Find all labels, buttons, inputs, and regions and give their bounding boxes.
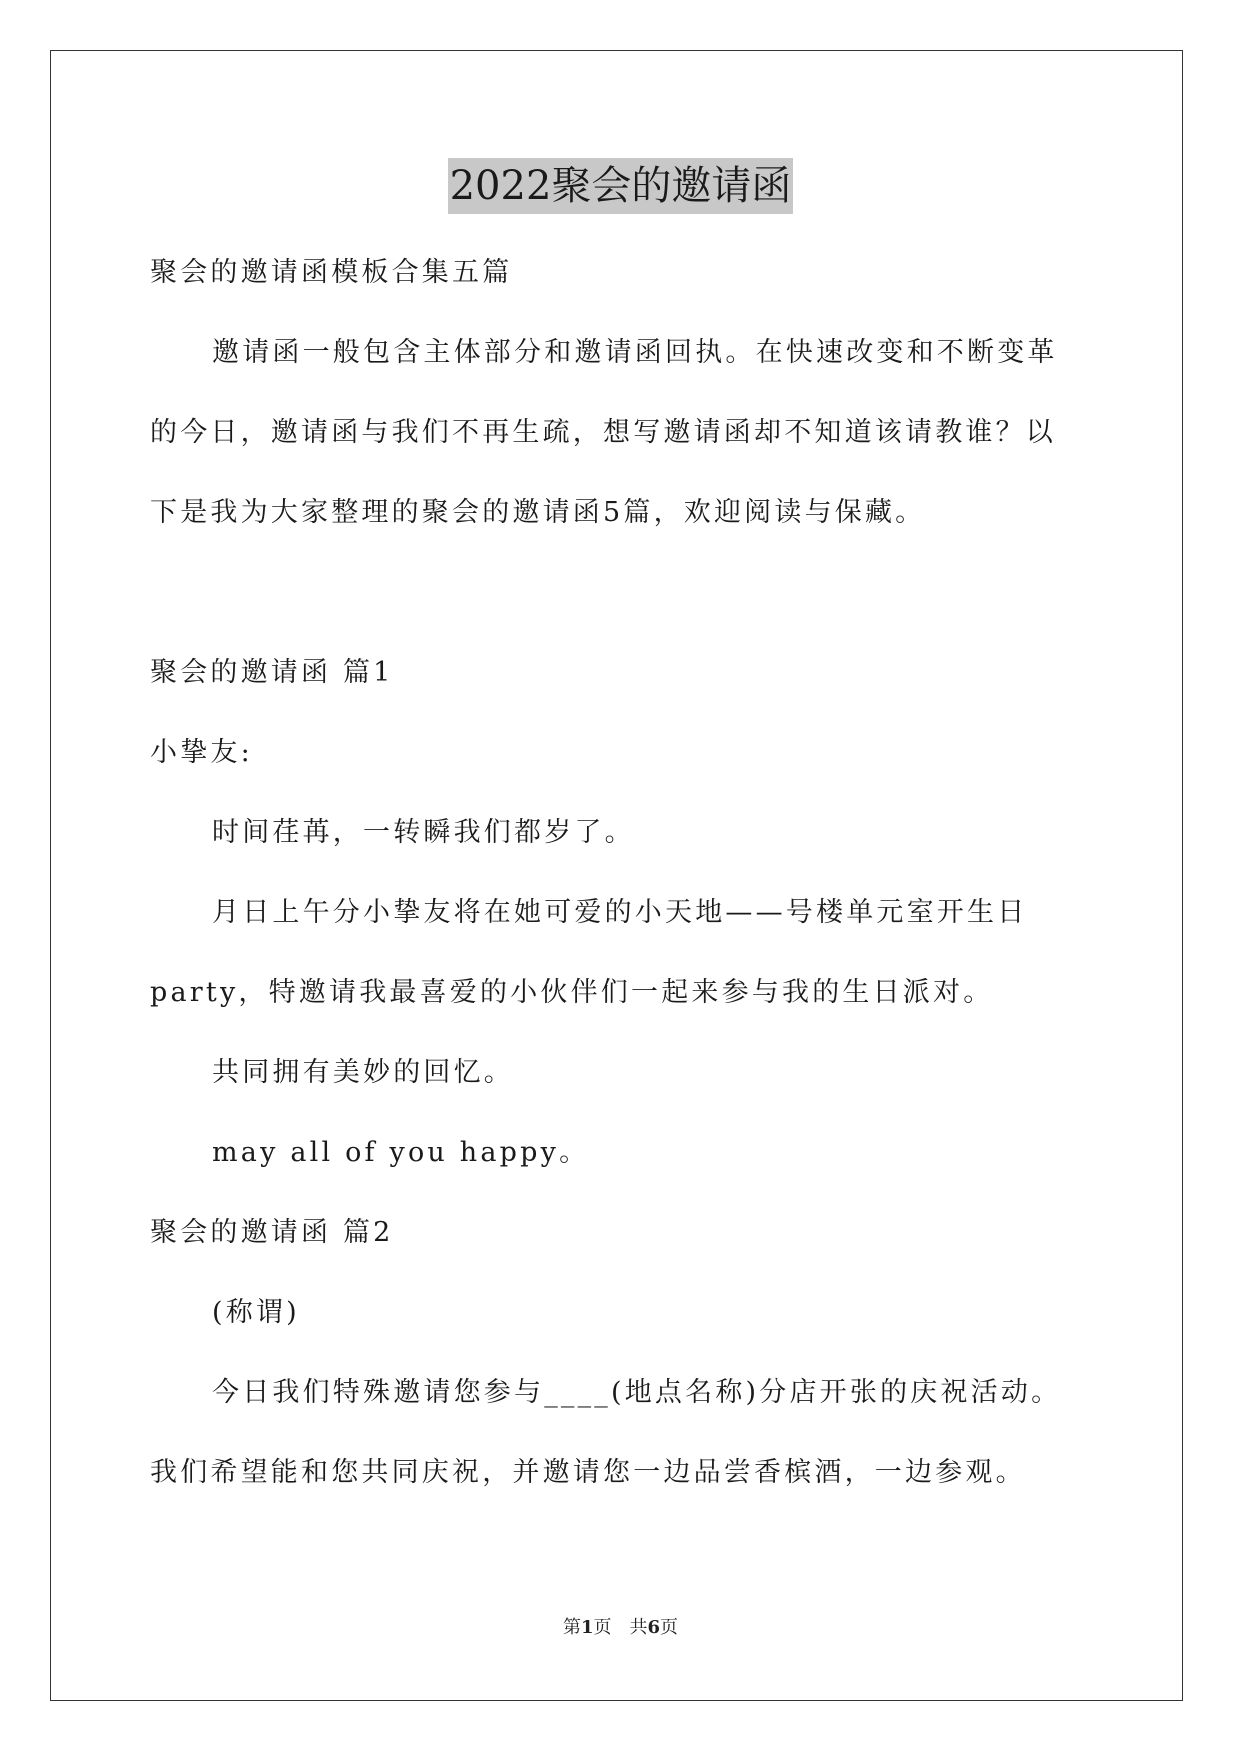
section-1-line-3: 共同拥有美妙的回忆。 (212, 1057, 514, 1088)
document-subtitle: 聚会的邀请函模板合集五篇 (150, 257, 513, 288)
page-footer (0, 1613, 1241, 1639)
document-body (150, 233, 1085, 1513)
intro-paragraph: 邀请函一般包含主体部分和邀请函回执。在快速改变和不断变革的今日，邀请函与我们不再生疏，想写邀请函却不知道该请教谁？以下是我为大家整理的聚会的邀请函5篇，欢迎阅读与保藏。 (150, 337, 1058, 528)
document-title (0, 158, 1241, 214)
section-2-salutation: (称谓) (212, 1297, 300, 1328)
page-prefix: 第 (562, 1617, 581, 1638)
section-1-salutation: 小挚友: (150, 737, 253, 768)
page-mid: 页 共 (593, 1617, 648, 1638)
page-suffix: 页 (660, 1617, 679, 1638)
section-2-line-1: 今日我们特殊邀请您参与____(地点名称)分店开张的庆祝活动。我们希望能和您共同庆祝，并邀请您一边品尝香槟酒，一边参观。 (150, 1377, 1062, 1488)
section-1-line-1: 时间荏苒，一转瞬我们都岁了。 (212, 817, 635, 848)
section-1-line-4: may all of you happy。 (212, 1137, 590, 1168)
document-title-text: 2022聚会的邀请函 (448, 158, 794, 214)
paragraph-gap (150, 553, 1085, 633)
section-1-heading: 聚会的邀请函 篇1 (150, 657, 394, 688)
page-total: 6 (647, 1617, 661, 1638)
section-1-line-2: 月日上午分小挚友将在她可爱的小天地——号楼单元室开生日party，特邀请我最喜爱的小伙伴们一起来参与我的生日派对。 (150, 897, 1028, 1008)
section-2-heading: 聚会的邀请函 篇2 (150, 1217, 394, 1248)
page-current: 1 (580, 1617, 594, 1638)
